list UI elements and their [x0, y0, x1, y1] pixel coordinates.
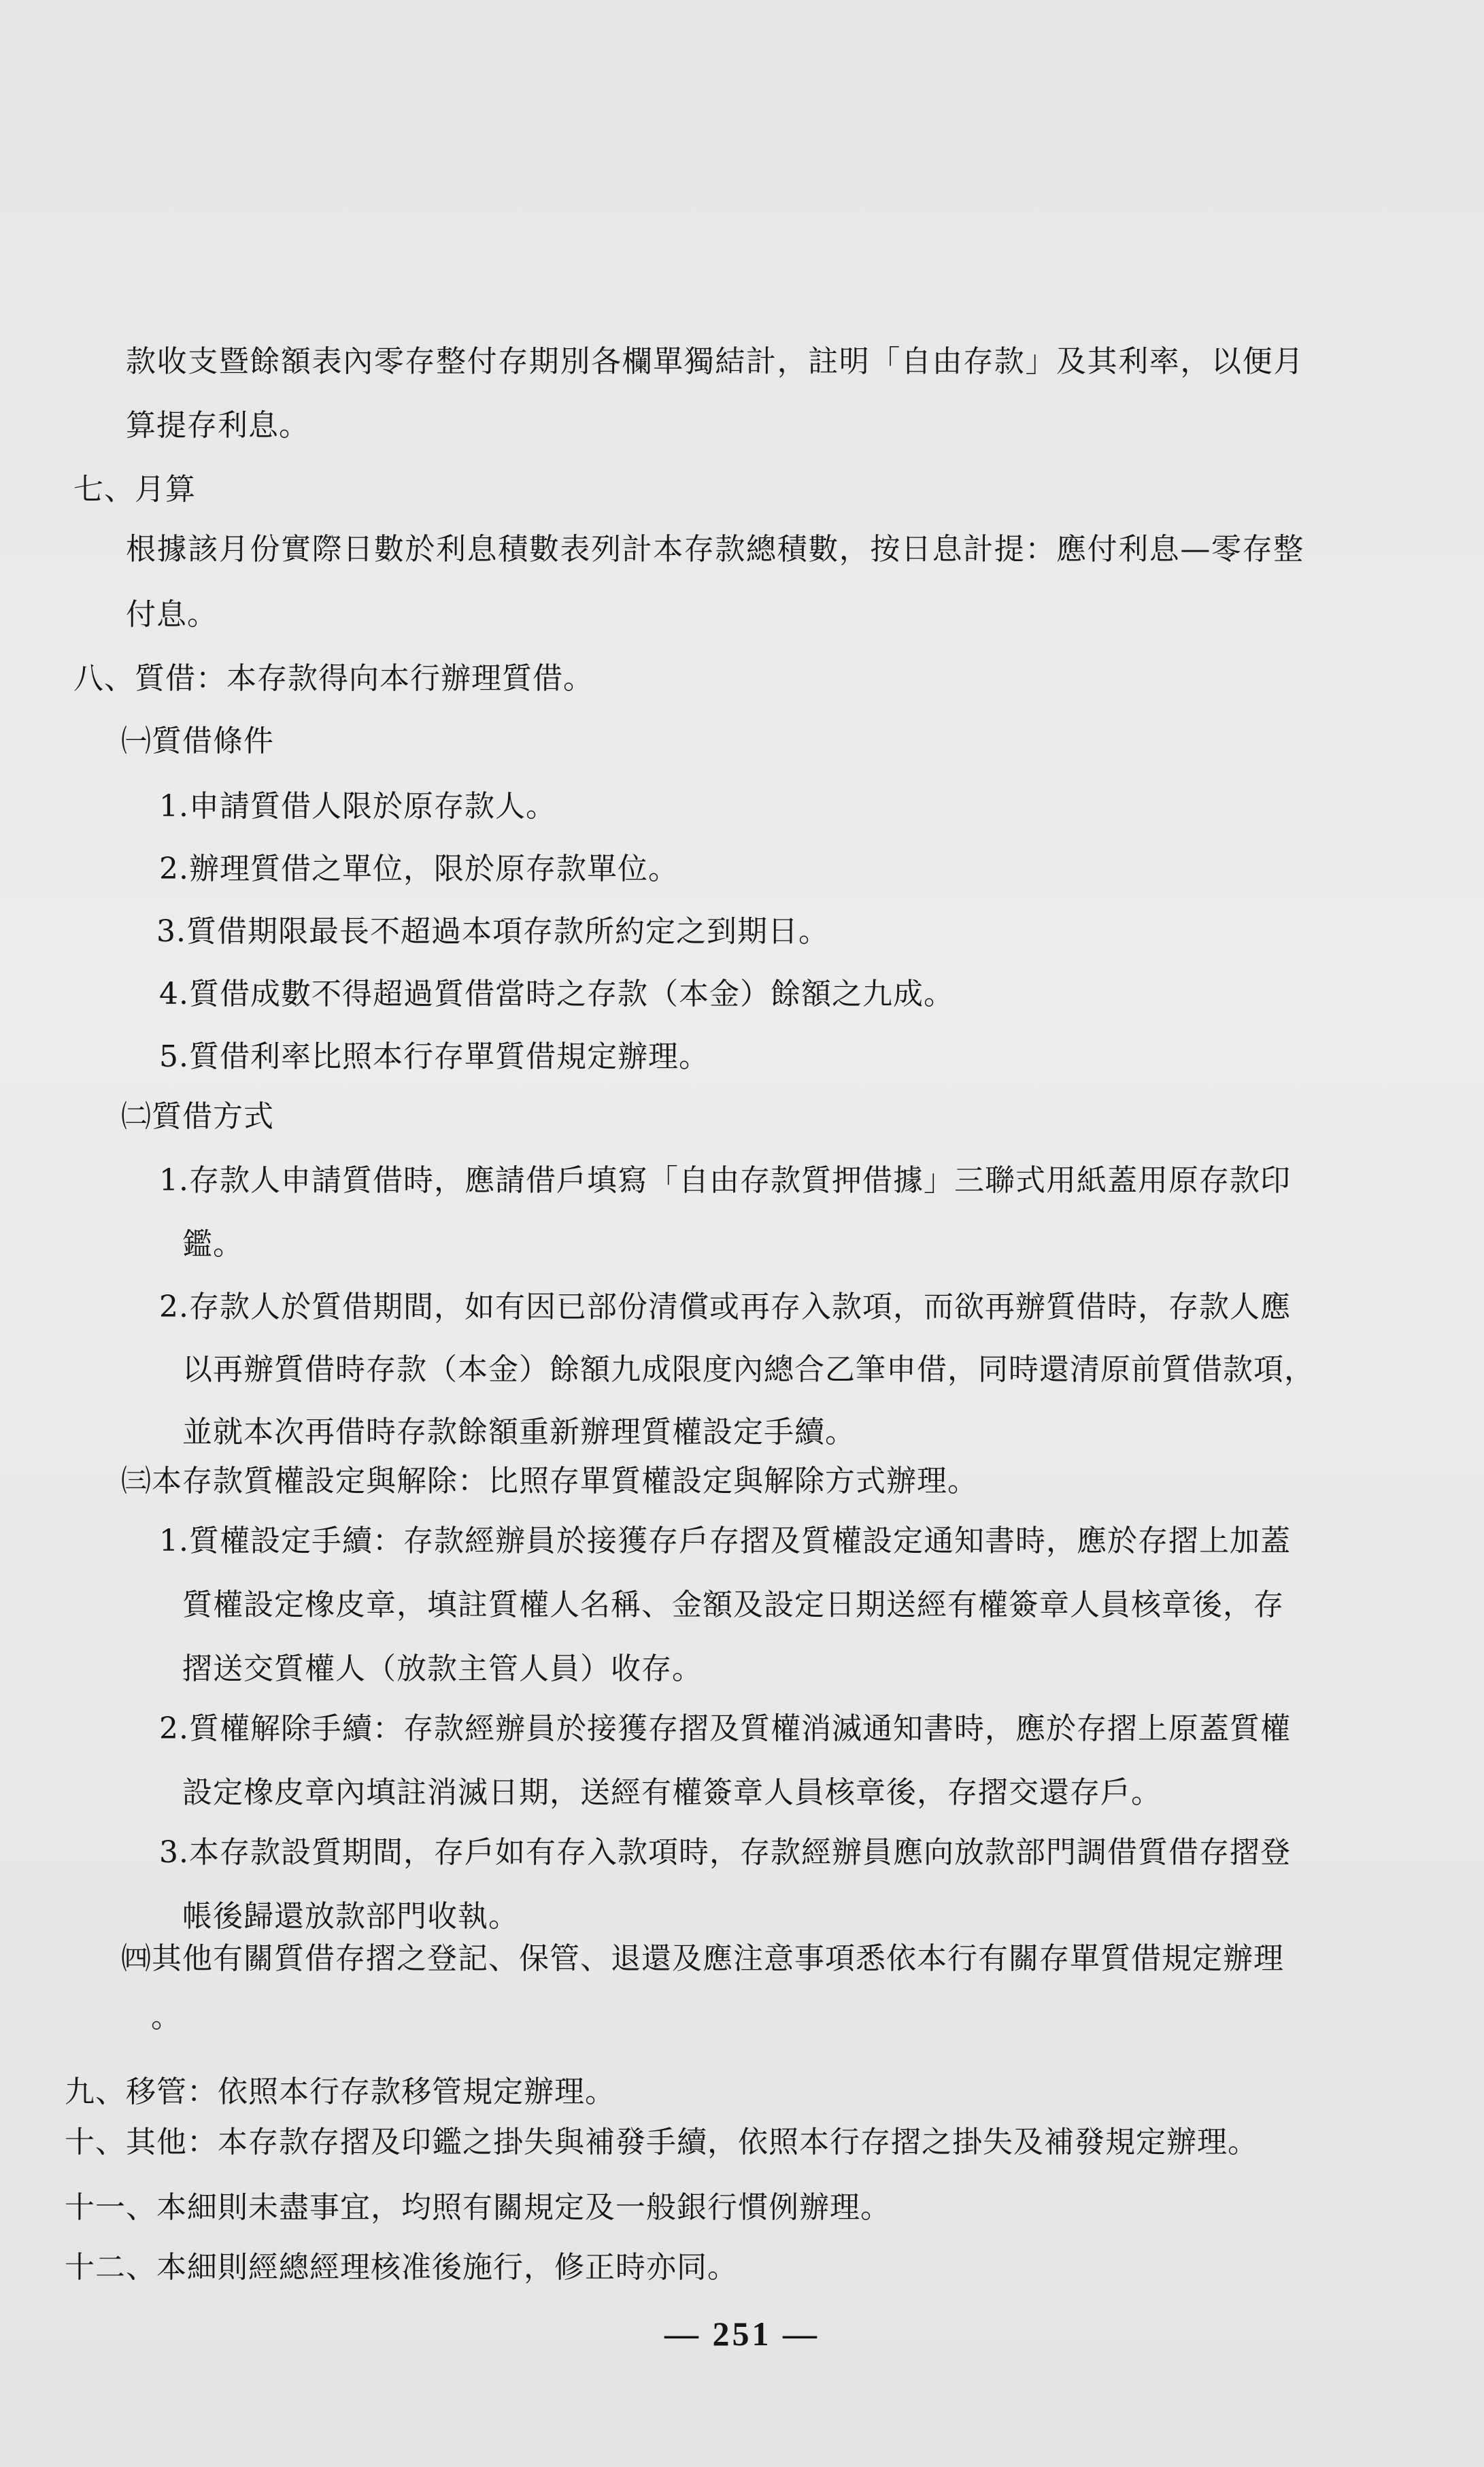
text-line: 帳後歸還放款部門收執。	[182, 1899, 519, 1934]
list-item: 1.質權設定手續：存款經辦員於接獲存戶存摺及質權設定通知書時，應於存摺上加蓋	[159, 1524, 1291, 1558]
section-heading: 七、月算	[73, 472, 196, 507]
text-line: 算提存利息。	[126, 408, 309, 443]
text-line: 摺送交質權人（放款主管人員）收存。	[182, 1651, 703, 1686]
text-line: 質權設定橡皮章，填註質權人名稱、金額及設定日期送經有權簽章人員核章後，存	[182, 1588, 1284, 1622]
section-heading: 十二、本細則經總經理核准後施行，修正時亦同。	[65, 2250, 738, 2285]
text-line: 。	[151, 2000, 182, 2034]
text-line: 根據該月份實際日數於利息積數表列計本存款總積數，按日息計提：應付利息—零存整	[126, 532, 1304, 567]
subsection-heading: ㈡質借方式	[121, 1099, 274, 1134]
section-heading: 十一、本細則未盡事宜，均照有關規定及一般銀行慣例辦理。	[65, 2190, 891, 2225]
section-heading: 八、質借：本存款得向本行辦理質借。	[73, 661, 594, 696]
subsection-heading: ㈠質借條件	[121, 724, 274, 758]
text-line: 款收支暨餘額表內零存整付存期別各欄單獨結計，註明「自由存款」及其利率，以便月	[126, 344, 1304, 379]
text-line: 以再辦質借時存款（本金）餘額九成限度內總合乙筆申借，同時還清原前質借款項，	[182, 1352, 1315, 1387]
list-item: 2.存款人於質借期間，如有因已部份清償或再存入款項，而欲再辦質借時，存款人應	[159, 1290, 1291, 1324]
list-item: 1.存款人申請質借時，應請借戶填寫「自由存款質押借據」三聯式用紙蓋用原存款印	[159, 1163, 1291, 1198]
text-line: 並就本次再借時存款餘額重新辦理質權設定手續。	[182, 1415, 856, 1449]
list-item: 3.質借期限最長不超過本項存款所約定之到期日。	[156, 914, 829, 949]
list-item: 5.質借利率比照本行存單質借規定辦理。	[159, 1039, 709, 1074]
subsection-heading: ㈣其他有關質借存摺之登記、保管、退還及應注意事項悉依本行有關存單質借規定辦理	[121, 1941, 1284, 1976]
subsection-heading: ㈢本存款質權設定與解除：比照存單質權設定與解除方式辦理。	[121, 1464, 978, 1498]
list-item: 1.申請質借人限於原存款人。	[159, 789, 556, 824]
list-item: 4.質借成數不得超過質借當時之存款（本金）餘額之九成。	[159, 977, 954, 1011]
list-item: 2.質權解除手續：存款經辦員於接獲存摺及質權消滅通知書時，應於存摺上原蓋質權	[159, 1711, 1291, 1746]
page-number: — 251 —	[664, 2315, 820, 2353]
section-heading: 十、其他：本存款存摺及印鑑之掛失與補發手續，依照本行存摺之掛失及補發規定辦理。	[65, 2125, 1258, 2160]
text-line: 設定橡皮章內填註消滅日期，送經有權簽章人員核章後，存摺交還存戶。	[182, 1775, 1162, 1810]
section-heading: 九、移管：依照本行存款移管規定辦理。	[65, 2075, 615, 2109]
text-line: 鑑。	[182, 1227, 243, 1262]
list-item: 3.本存款設質期間，存戶如有存入款項時，存款經辦員應向放款部門調借質借存摺登	[159, 1835, 1291, 1870]
text-line: 付息。	[126, 597, 218, 632]
list-item: 2.辦理質借之單位，限於原存款單位。	[159, 852, 679, 886]
